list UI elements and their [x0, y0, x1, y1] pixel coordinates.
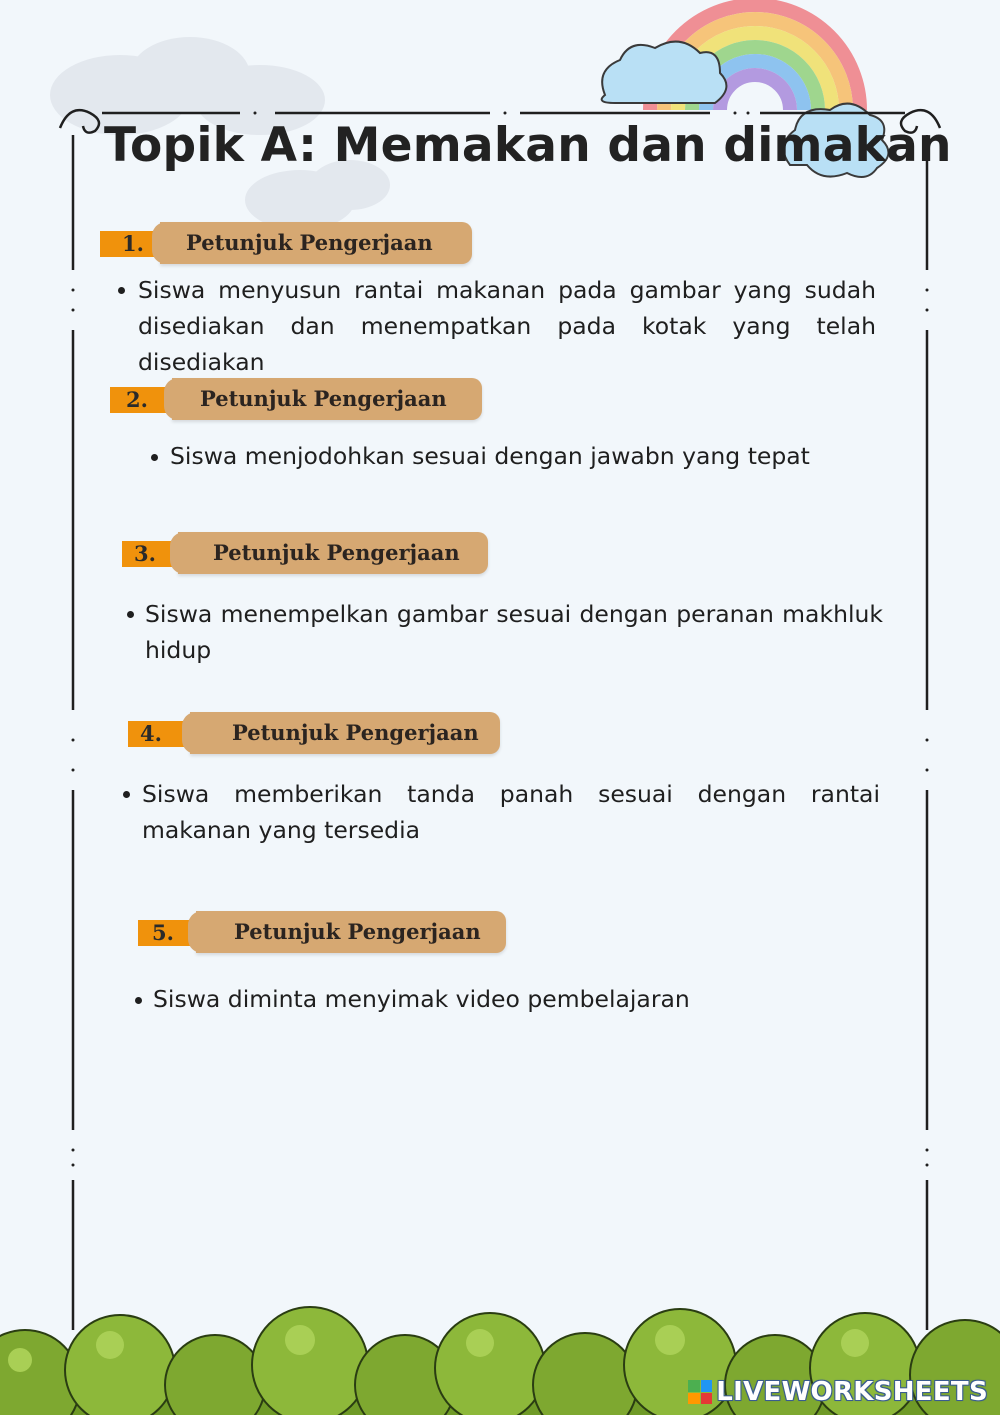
page-title: Topik A: Memakan dan dimakan [104, 118, 952, 173]
step-5-instruction: Siswa diminta menyimak video pembelajaran [153, 985, 690, 1013]
step-4-header [128, 712, 508, 754]
step-2-instruction: Siswa menjodohkan sesuai dengan jawabn yang tepat [170, 442, 810, 470]
step-number: 3. [122, 541, 188, 567]
step-number: 4. [128, 721, 194, 747]
bullet-icon [127, 611, 134, 618]
liveworksheets-watermark[interactable] [688, 1377, 988, 1407]
step-label: Petunjuk Pengerjaan [213, 540, 460, 565]
step-label: Petunjuk Pengerjaan [200, 386, 447, 411]
step-4-instruction: Siswa memberikan tanda panah sesuai dengan rantai makanan yang tersedia [142, 780, 880, 844]
bullet-icon [151, 454, 158, 461]
step-2-header [110, 378, 490, 420]
step-label: Petunjuk Pengerjaan [186, 230, 433, 255]
step-label: Petunjuk Pengerjaan [234, 919, 481, 944]
bullet-icon [118, 287, 125, 294]
step-label: Petunjuk Pengerjaan [232, 720, 479, 745]
step-1-instruction: Siswa menyusun rantai makanan pada gambar yang sudah disediakan dan menempatkan pada kotak yang telah disediakan [138, 276, 876, 376]
liveworksheets-logo-icon [688, 1380, 712, 1404]
step-3-header [122, 532, 502, 574]
bullet-icon [123, 791, 130, 798]
step-number: 2. [110, 387, 176, 413]
step-1-header [100, 222, 480, 264]
step-5-header [138, 911, 518, 953]
step-3-instruction: Siswa menempelkan gambar sesuai dengan peranan makhluk hidup [145, 600, 883, 664]
bullet-icon [135, 997, 142, 1004]
step-number: 1. [100, 231, 166, 257]
step-number: 5. [138, 920, 204, 946]
watermark-text: LIVEWORKSHEETS [716, 1377, 988, 1407]
